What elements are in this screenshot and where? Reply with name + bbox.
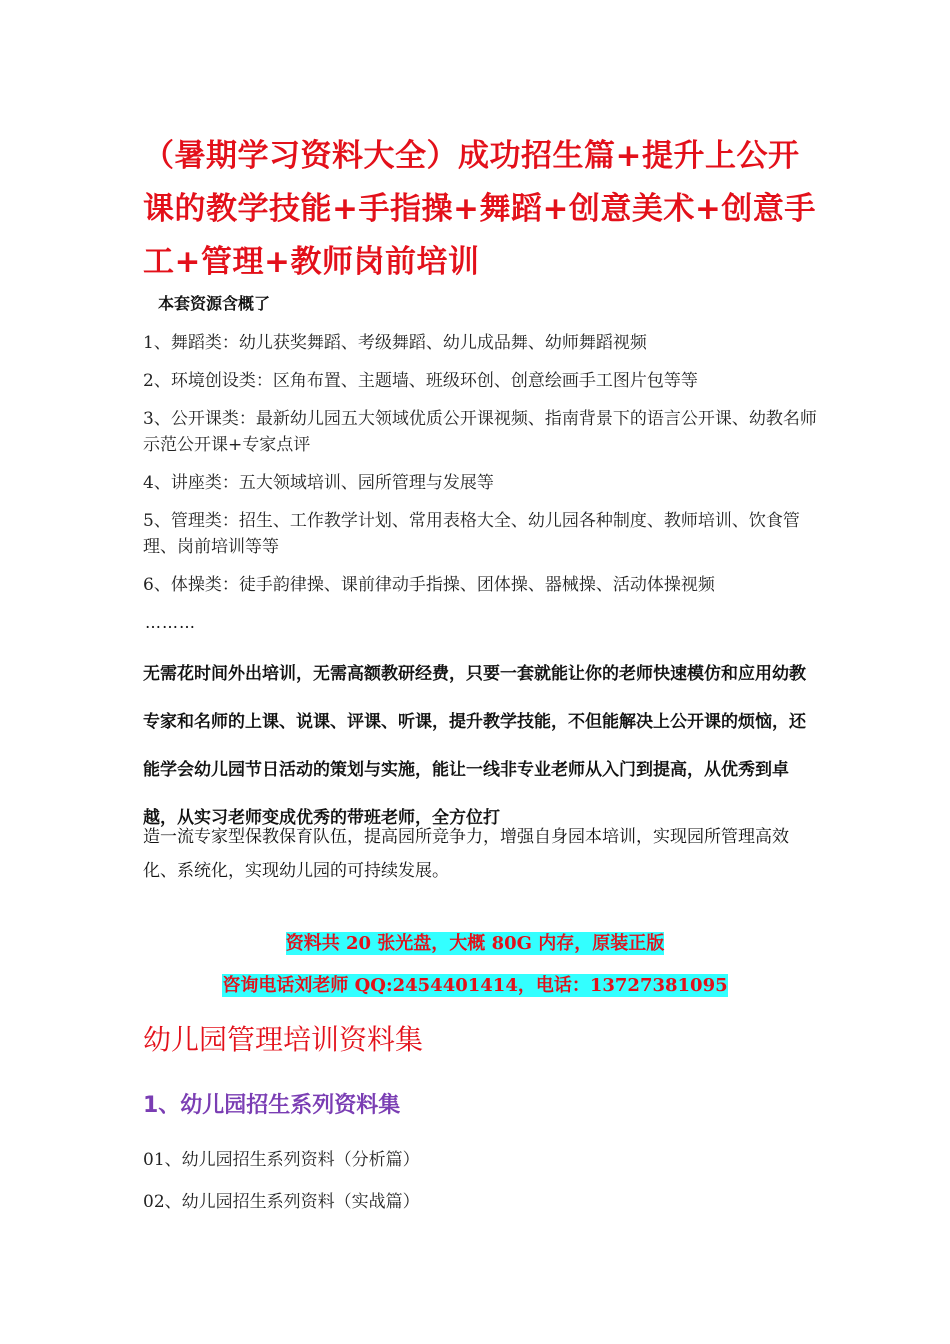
list-item: 4、讲座类：五大领域培训、园所管理与发展等: [143, 473, 494, 493]
list-item: 1、舞蹈类：幼儿获奖舞蹈、考级舞蹈、幼儿成品舞、幼师舞蹈视频: [143, 333, 647, 353]
list-item: 01、幼儿园招生系列资料（分析篇）: [143, 1150, 420, 1170]
ellipsis-text: ………: [145, 613, 196, 632]
highlight-text: 资料共 20 张光盘，大概 80G 内存，原装正版: [285, 933, 665, 954]
document-title: （暑期学习资料大全）成功招生篇+提升上公开课的教学技能+手指操+舞蹈+创意美术+创意手工+管理+教师岗前培训: [143, 138, 816, 280]
category-list: [143, 330, 833, 610]
list-item: 3、公开课类：最新幼儿园五大领域优质公开课视频、指南背景下的语言公开课、幼教名师示范公开课+专家点评: [143, 409, 817, 455]
list-item: 2、环境创设类：区角布置、主题墙、班级环创、创意绘画手工图片包等等: [143, 371, 698, 391]
list-item: 6、体操类：徒手韵律操、课前律动手指操、团体操、器械操、活动体操视频: [143, 575, 715, 595]
highlight-text: 咨询电话刘老师 QQ:2454401414，电话：13727381095: [222, 975, 728, 996]
intro-text: 本套资源含概了: [158, 294, 271, 313]
resource-item-list: [143, 1147, 420, 1231]
promo-paragraph: 无需花时间外出培训，无需高额教研经费，只要一套就能让你的老师快速模仿和应用幼教专家和名师的上课、说课、评课、听课，提升教学技能，不但能解决上公开课的烦恼，还能学会幼儿园节日活动的策划与实施，能让一线非专业老师从入门到提高，从优秀到卓越，从实习老师变成优秀的带班老师，全方位打: [143, 664, 806, 828]
highlight-line-discs: [0, 931, 950, 957]
list-item: 5、管理类：招生、工作教学计划、常用表格大全、幼儿园各种制度、教师培训、饮食管理、岗前培训等等: [143, 511, 800, 557]
subsection-title: 1、幼儿园招生系列资料集: [143, 1093, 401, 1118]
promo-paragraph-tail: 造一流专家型保教保育队伍，提高园所竞争力，增强自身园本培训，实现园所管理高效化、系统化，实现幼儿园的可持续发展。: [143, 827, 789, 881]
highlight-line-contact: [0, 973, 950, 999]
list-item: 02、幼儿园招生系列资料（实战篇）: [143, 1192, 420, 1212]
section-title: 幼儿园管理培训资料集: [143, 1023, 424, 1056]
